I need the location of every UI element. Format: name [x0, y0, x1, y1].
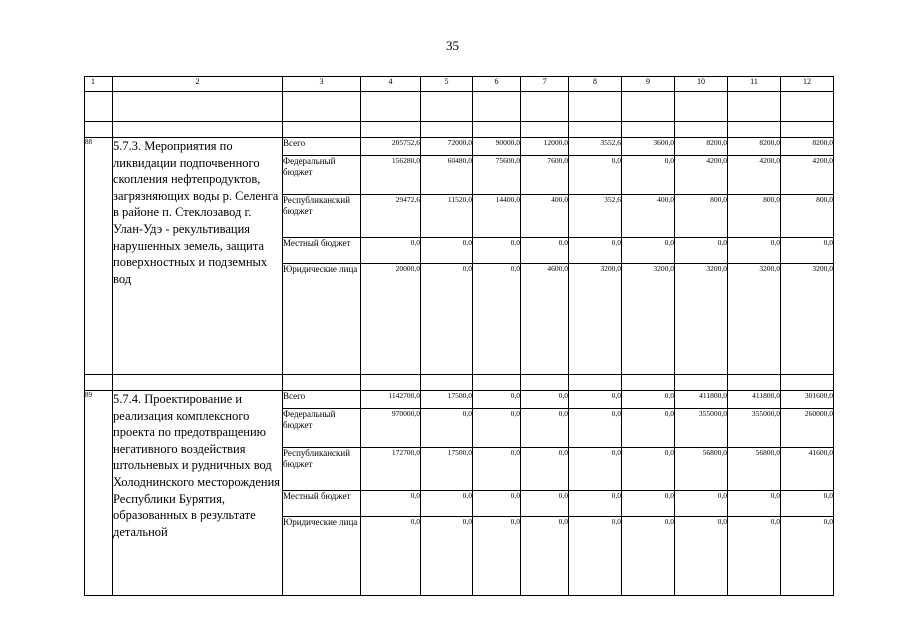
amount-cell: 156280,0 — [361, 156, 421, 195]
amount-cell: 355000,0 — [728, 409, 781, 448]
amount-cell: 0,0 — [622, 238, 675, 264]
amount-cell: 0,0 — [521, 448, 569, 491]
amount-cell: 12000,0 — [521, 138, 569, 156]
funding-line — [85, 138, 834, 156]
column-number: 9 — [622, 77, 675, 92]
funding-source: Республиканский бюджет — [283, 195, 361, 238]
amount-cell: 0,0 — [473, 448, 521, 491]
amount-cell: 3200,0 — [728, 264, 781, 375]
amount-cell: 17500,0 — [421, 448, 473, 491]
amount-cell: 0,0 — [675, 238, 728, 264]
amount-cell: 0,0 — [728, 517, 781, 596]
amount-cell: 7600,0 — [521, 156, 569, 195]
column-number: 4 — [361, 77, 421, 92]
amount-cell: 0,0 — [473, 238, 521, 264]
amount-cell: 0,0 — [521, 391, 569, 409]
funding-source: Местный бюджет — [283, 491, 361, 517]
amount-cell: 0,0 — [521, 517, 569, 596]
amount-cell: 0,0 — [569, 448, 622, 491]
amount-cell: 0,0 — [569, 156, 622, 195]
amount-cell: 301600,0 — [781, 391, 834, 409]
amount-cell: 205752,6 — [361, 138, 421, 156]
row-number: 89 — [85, 391, 113, 596]
amount-cell: 970000,0 — [361, 409, 421, 448]
amount-cell: 0,0 — [622, 491, 675, 517]
amount-cell: 0,0 — [473, 491, 521, 517]
amount-cell: 0,0 — [675, 517, 728, 596]
funding-source: Юридические лица — [283, 517, 361, 596]
column-number: 6 — [473, 77, 521, 92]
amount-cell: 800,0 — [675, 195, 728, 238]
column-number: 2 — [113, 77, 283, 92]
amount-cell: 3200,0 — [622, 264, 675, 375]
amount-cell: 29472,6 — [361, 195, 421, 238]
amount-cell: 4200,0 — [781, 156, 834, 195]
amount-cell: 4600,0 — [521, 264, 569, 375]
amount-cell: 0,0 — [728, 238, 781, 264]
funding-source: Всего — [283, 391, 361, 409]
amount-cell: 72000,0 — [421, 138, 473, 156]
amount-cell: 0,0 — [473, 391, 521, 409]
funding-source: Юридические лица — [283, 264, 361, 375]
column-number: 7 — [521, 77, 569, 92]
spacer-row — [85, 122, 834, 138]
amount-cell: 0,0 — [622, 409, 675, 448]
amount-cell: 260000,0 — [781, 409, 834, 448]
amount-cell: 0,0 — [421, 517, 473, 596]
funding-source: Местный бюджет — [283, 238, 361, 264]
column-number: 12 — [781, 77, 834, 92]
amount-cell: 0,0 — [521, 491, 569, 517]
amount-cell: 0,0 — [361, 517, 421, 596]
amount-cell: 411800,0 — [728, 391, 781, 409]
funding-source: Федеральный бюджет — [283, 156, 361, 195]
amount-cell: 4200,0 — [675, 156, 728, 195]
amount-cell: 0,0 — [569, 391, 622, 409]
spacer-row — [85, 375, 834, 391]
funding-line — [85, 391, 834, 409]
amount-cell: 0,0 — [421, 238, 473, 264]
row-number: 88 — [85, 138, 113, 375]
amount-cell: 0,0 — [521, 238, 569, 264]
column-number: 5 — [421, 77, 473, 92]
amount-cell: 3200,0 — [675, 264, 728, 375]
amount-cell: 0,0 — [781, 238, 834, 264]
amount-cell: 0,0 — [569, 491, 622, 517]
amount-cell: 0,0 — [361, 491, 421, 517]
amount-cell: 1142700,0 — [361, 391, 421, 409]
amount-cell: 14400,0 — [473, 195, 521, 238]
column-number: 3 — [283, 77, 361, 92]
amount-cell: 800,0 — [781, 195, 834, 238]
amount-cell: 60480,0 — [421, 156, 473, 195]
amount-cell: 0,0 — [781, 491, 834, 517]
amount-cell: 0,0 — [622, 517, 675, 596]
amount-cell: 3552,6 — [569, 138, 622, 156]
amount-cell: 400,0 — [521, 195, 569, 238]
amount-cell: 0,0 — [675, 491, 728, 517]
amount-cell: 0,0 — [569, 409, 622, 448]
funding-source: Федеральный бюджет — [283, 409, 361, 448]
amount-cell: 0,0 — [473, 409, 521, 448]
amount-cell: 400,0 — [622, 195, 675, 238]
amount-cell: 0,0 — [473, 264, 521, 375]
amount-cell: 0,0 — [569, 517, 622, 596]
amount-cell: 0,0 — [569, 238, 622, 264]
amount-cell: 4200,0 — [728, 156, 781, 195]
amount-cell: 172700,0 — [361, 448, 421, 491]
amount-cell: 90000,0 — [473, 138, 521, 156]
amount-cell: 3600,0 — [622, 138, 675, 156]
amount-cell: 0,0 — [622, 391, 675, 409]
amount-cell: 0,0 — [421, 409, 473, 448]
amount-cell: 0,0 — [473, 517, 521, 596]
amount-cell: 56800,0 — [728, 448, 781, 491]
amount-cell: 56800,0 — [675, 448, 728, 491]
amount-cell: 352,6 — [569, 195, 622, 238]
amount-cell: 75600,0 — [473, 156, 521, 195]
column-number: 1 — [85, 77, 113, 92]
amount-cell: 0,0 — [728, 491, 781, 517]
amount-cell: 0,0 — [781, 517, 834, 596]
amount-cell: 11520,0 — [421, 195, 473, 238]
measure-description: 5.7.3. Мероприятия по ликвидации подпочвенного скопления нефтепродуктов, загрязняющих воды р. Селенга в районе п. Стеклозавод г. Улан-Удэ - рекультивация нарушенных земель, защита поверхностных и подземных вод — [113, 138, 283, 375]
column-number: 11 — [728, 77, 781, 92]
amount-cell: 411800,0 — [675, 391, 728, 409]
measure-description: 5.7.4. Проектирование и реализация комплексного проекта по предотвращению негативного воздействия штольневых и рудничных вод Холоднинского месторождения Республики Бурятия, образованных в результате детальной — [113, 391, 283, 596]
budget-table — [84, 76, 834, 596]
amount-cell: 0,0 — [521, 409, 569, 448]
empty-row — [85, 92, 834, 122]
amount-cell: 0,0 — [622, 448, 675, 491]
amount-cell: 8200,0 — [781, 138, 834, 156]
amount-cell: 800,0 — [728, 195, 781, 238]
amount-cell: 0,0 — [421, 264, 473, 375]
page-number: 35 — [446, 38, 459, 53]
amount-cell: 0,0 — [361, 238, 421, 264]
amount-cell: 20000,0 — [361, 264, 421, 375]
amount-cell: 355000,0 — [675, 409, 728, 448]
amount-cell: 8200,0 — [728, 138, 781, 156]
column-number: 8 — [569, 77, 622, 92]
column-number: 10 — [675, 77, 728, 92]
amount-cell: 41600,0 — [781, 448, 834, 491]
amount-cell: 17500,0 — [421, 391, 473, 409]
amount-cell: 0,0 — [622, 156, 675, 195]
column-number-row — [85, 77, 834, 92]
amount-cell: 3200,0 — [781, 264, 834, 375]
amount-cell: 3200,0 — [569, 264, 622, 375]
amount-cell: 0,0 — [421, 491, 473, 517]
funding-source: Всего — [283, 138, 361, 156]
funding-source: Республиканский бюджет — [283, 448, 361, 491]
amount-cell: 8200,0 — [675, 138, 728, 156]
